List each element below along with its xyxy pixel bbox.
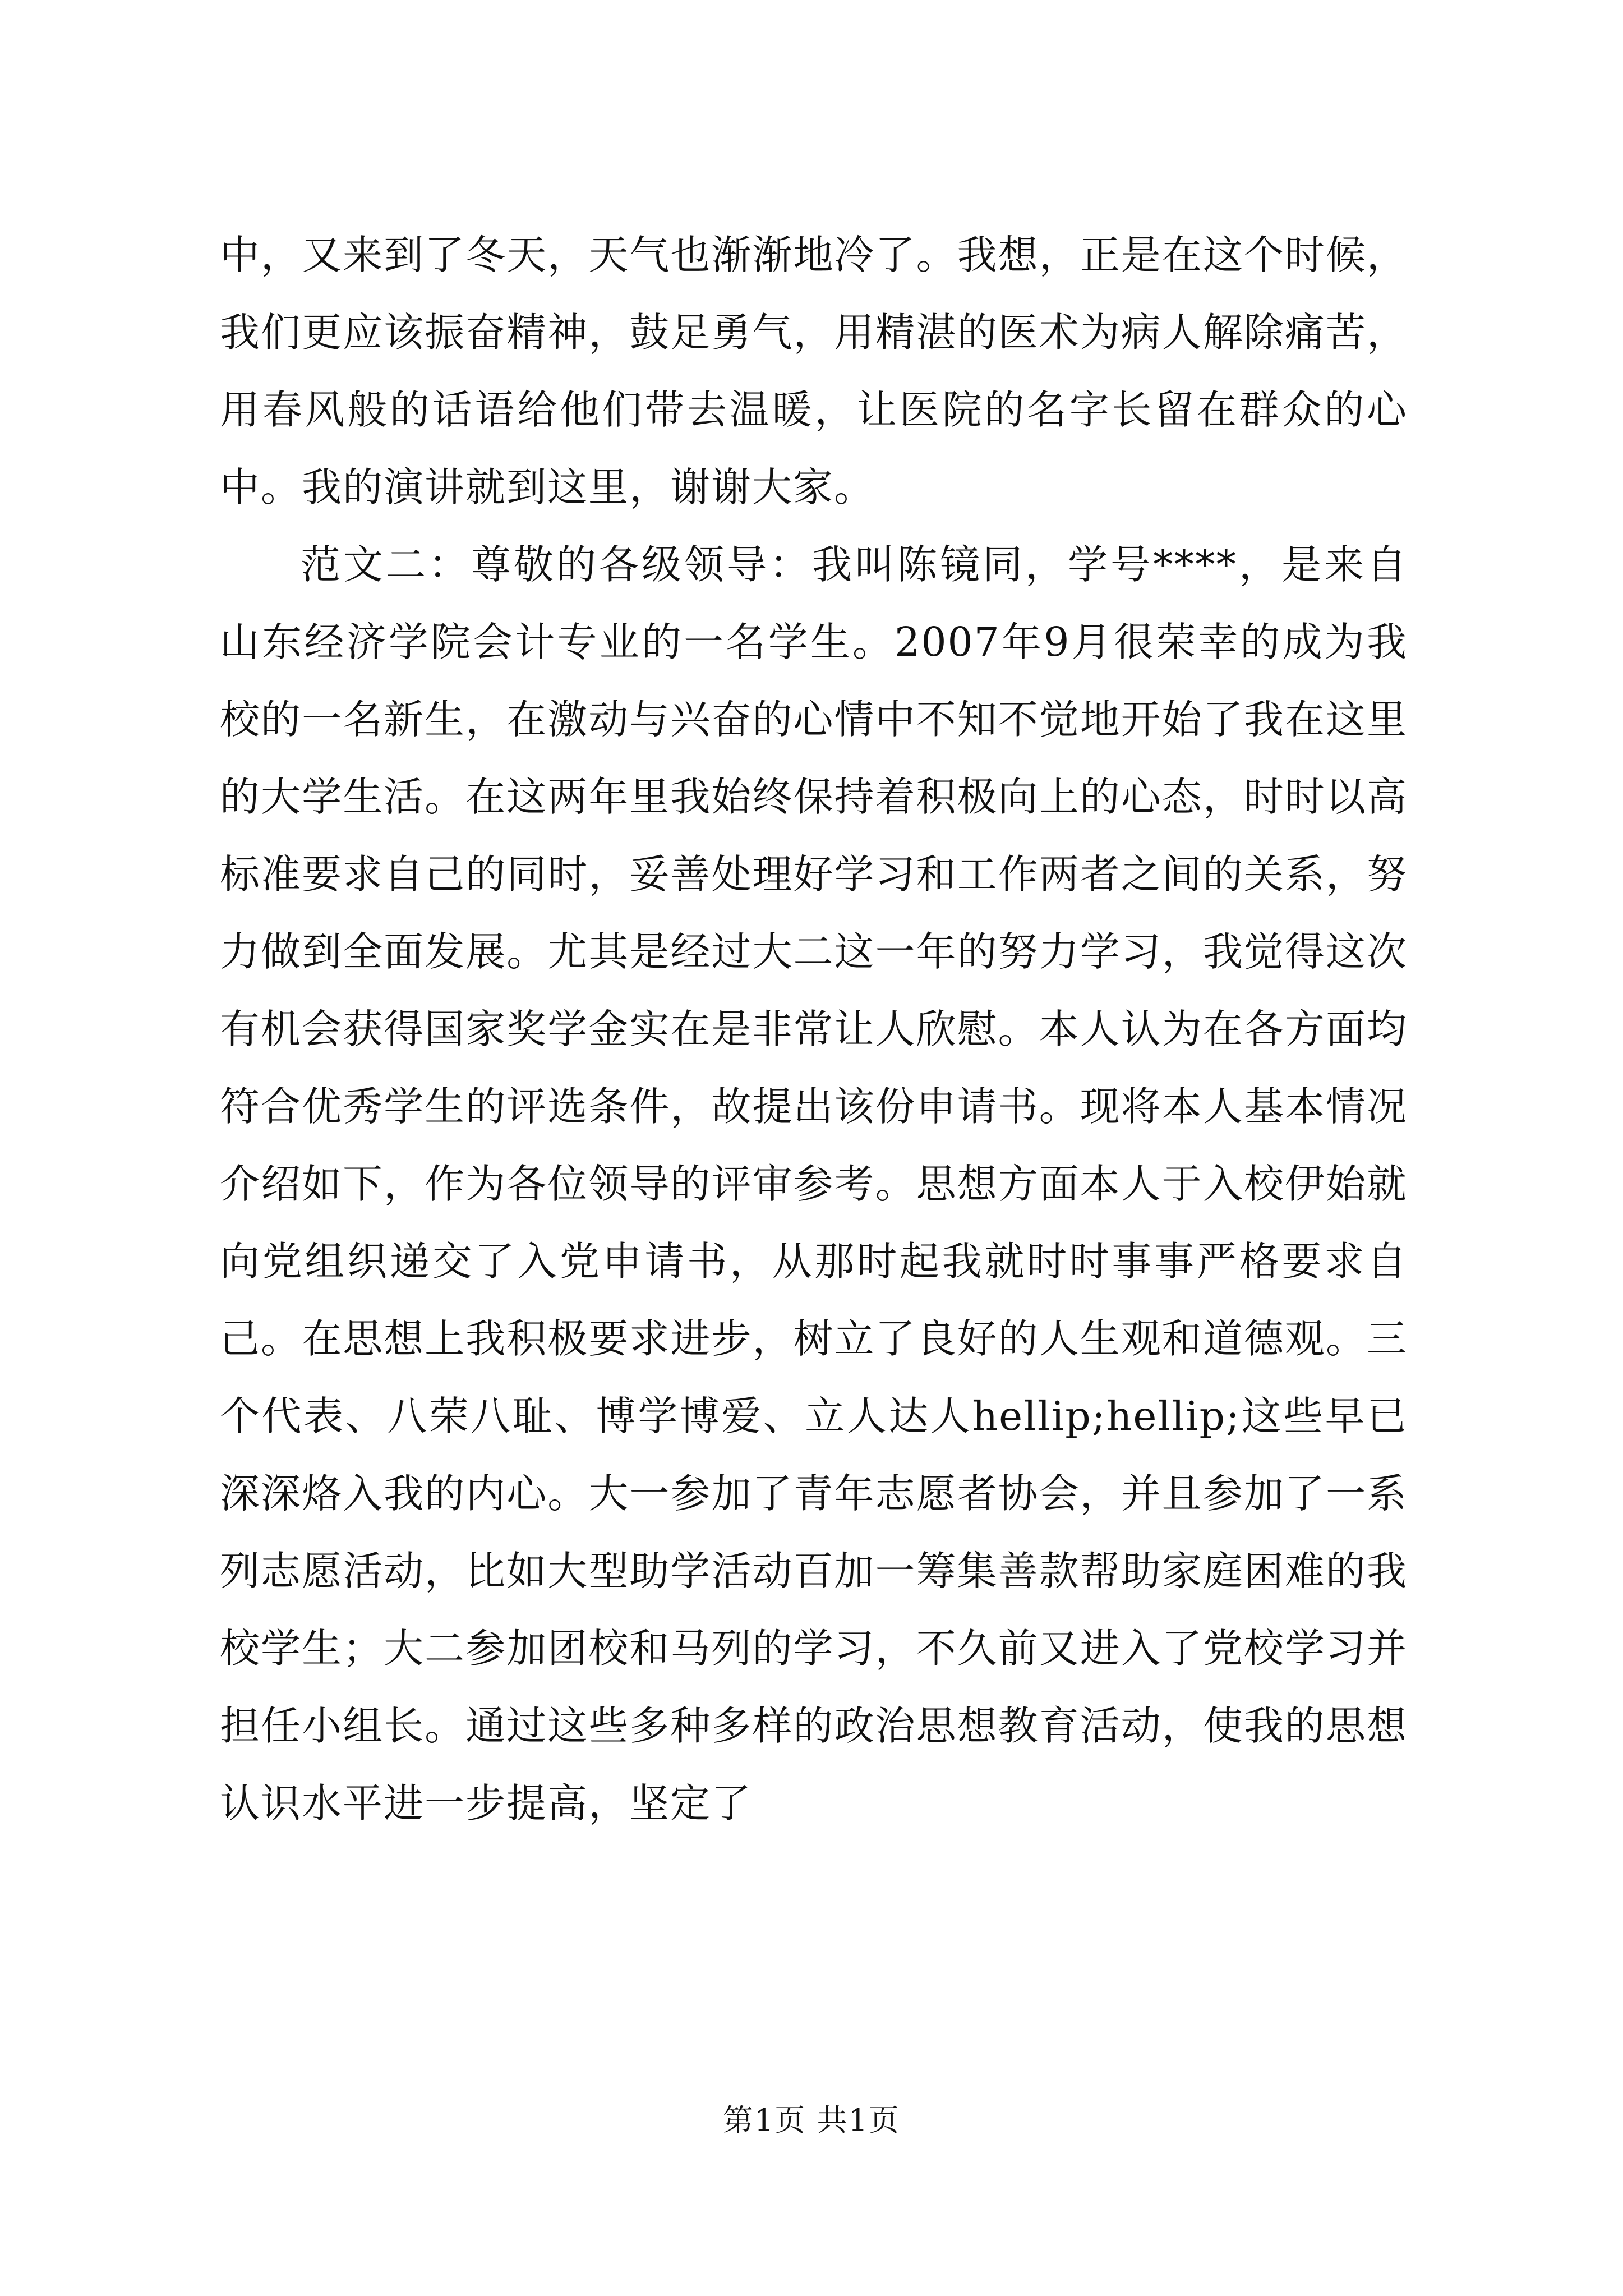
page-footer: 第1页 共1页 [723,2102,900,2138]
paragraph-continued: 中，又来到了冬天，天气也渐渐地冷了。我想，正是在这个时候，我们更应该振奋精神，鼓足勇气，用精湛的医术为病人解除痛苦，用春风般的话语给他们带去温暖，让医院的名字长留在群众的心中。我的演讲就到这里，谢谢大家。 [220,232,1408,510]
paragraph-sample-two: 范文二：尊敬的各级领导：我叫陈镜同，学号****，是来自山东经济学院会计专业的一名学生。2007年9月很荣幸的成为我校的一名新生，在激动与兴奋的心情中不知不觉地开始了我在这里的大学生活。在这两年里我始终保持着积极向上的心态，时时以高标准要求自己的同时，妥善处理好学习和工作两者之间的关系，努力做到全面发展。尤其是经过大二这一年的努力学习，我觉得这次有机会获得国家奖学金实在是非常让人欣慰。本人认为在各方面均符合优秀学生的评选条件，故提出该份申请书。现将本人基本情况介绍如下，作为各位领导的评审参考。思想方面本人于入校伊始就向党组织递交了入党申请书，从那时起我就时时事事严格要求自己。在思想上我积极要求进步，树立了良好的人生观和道德观。三个代表、八荣八耻、博学博爱、立人达人hellip;hellip;这些早已深深烙入我的内心。大一参加了青年志愿者协会，并且参加了一系列志愿活动，比如大型助学活动百加一筹集善款帮助家庭困难的我校学生；大二参加团校和马列的学习，不久前又进入了党校学习并担任小组长。通过这些多种多样的政治思想教育活动，使我的思想认识水平进一步提高，坚定了 [220,541,1408,1826]
document-body [220,217,1408,1842]
